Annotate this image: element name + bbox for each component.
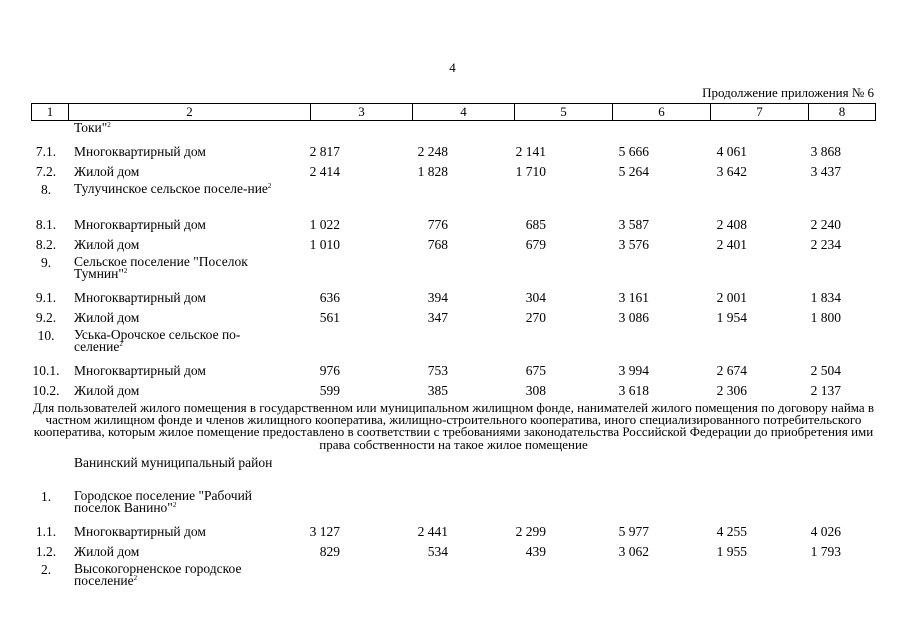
- cell-col-8: 1 834: [810, 290, 841, 305]
- table-row: [0, 307, 905, 327]
- column-header-8: 8: [809, 104, 876, 121]
- column-header-3: 3: [311, 104, 413, 121]
- column-header-2: 2: [69, 104, 311, 121]
- cell-col-7: 3 642: [716, 164, 747, 179]
- cell-col-8: 4 026: [810, 523, 841, 539]
- cell-col-7: 1 955: [716, 543, 747, 559]
- row-number: 2.: [40, 561, 52, 577]
- column-header-1: 1: [32, 104, 69, 121]
- row-number: 7.2.: [35, 164, 57, 179]
- row-name: [74, 329, 284, 353]
- row-name-text: Сельское поселение "Поселок Тумнин": [74, 254, 248, 281]
- row-number: 9.: [40, 255, 52, 270]
- row-number: 7.1.: [35, 144, 57, 159]
- cell-col-3: 2 414: [309, 164, 340, 179]
- row-number: 8.2.: [35, 237, 57, 252]
- footnote-marker: 2: [119, 340, 123, 348]
- cell-col-8: 2 234: [810, 237, 841, 252]
- group-row: [0, 327, 905, 360]
- table-row: [0, 234, 905, 254]
- cell-col-3: 2 817: [309, 144, 340, 159]
- cell-col-7: 4 061: [716, 144, 747, 159]
- cell-col-4: 347: [427, 310, 448, 325]
- column-header-6: 6: [613, 104, 711, 121]
- row-name-text: Уська-Орочское сельское по-селение: [74, 327, 241, 354]
- cell-col-4: 768: [427, 237, 448, 252]
- group-row: [0, 488, 905, 521]
- column-header-7: 7: [711, 104, 809, 121]
- footnote-marker: 2: [133, 573, 138, 582]
- cell-col-5: 439: [525, 543, 546, 559]
- page-number: 4: [449, 60, 456, 75]
- cell-col-4: 776: [427, 217, 448, 232]
- cell-col-6: 5 977: [618, 523, 649, 539]
- cell-col-5: 1 710: [515, 164, 546, 179]
- cell-col-8: 2 240: [810, 217, 841, 232]
- cell-col-5: 304: [525, 290, 546, 305]
- row-number: 10.1.: [32, 363, 60, 378]
- cell-col-6: 3 062: [618, 543, 649, 559]
- footnote-marker: 2: [267, 182, 272, 190]
- row-number: 1.1.: [35, 523, 57, 539]
- cell-col-3: 976: [319, 363, 340, 378]
- row-name: [74, 487, 284, 515]
- table-row: [0, 141, 905, 161]
- row-name-text: Многоквартирный дом: [74, 363, 206, 378]
- row-name-text: Жилой дом: [74, 543, 140, 559]
- cell-col-7: 2 674: [716, 363, 747, 378]
- cell-col-7: 2 001: [716, 290, 747, 305]
- row-name-text: Жилой дом: [74, 237, 140, 252]
- row-name-text: Жилой дом: [74, 310, 140, 325]
- cell-col-8: 1 800: [810, 310, 841, 325]
- row-number: 9.2.: [35, 310, 57, 325]
- table-row: [0, 161, 905, 181]
- cell-col-7: 2 408: [716, 217, 747, 232]
- group-row: [0, 121, 905, 141]
- cell-col-3: 829: [319, 543, 340, 559]
- row-number: 10.2.: [32, 383, 60, 398]
- footnote-marker: 2: [123, 267, 128, 275]
- cell-col-4: 1 828: [417, 164, 448, 179]
- column-header-table: [31, 103, 876, 121]
- footnote-marker: 2: [172, 500, 177, 509]
- row-name: [74, 121, 284, 135]
- cell-col-4: 534: [427, 543, 448, 559]
- table-row: [0, 541, 905, 561]
- cell-col-7: 2 306: [716, 383, 747, 398]
- cell-col-4: 753: [427, 363, 448, 378]
- row-number: 1.: [40, 488, 52, 504]
- row-name-text: Многоквартирный дом: [74, 290, 206, 305]
- cell-col-5: 2 141: [515, 144, 546, 159]
- cell-col-4: 385: [427, 383, 448, 398]
- cell-col-6: 3 086: [618, 310, 649, 325]
- table-row: [0, 380, 905, 400]
- cell-col-5: 675: [525, 363, 546, 378]
- cell-col-8: 2 137: [810, 383, 841, 398]
- cell-col-8: 1 793: [810, 543, 841, 559]
- row-name-text: Жилой дом: [74, 164, 140, 179]
- cell-col-7: 2 401: [716, 237, 747, 252]
- row-name: [74, 560, 284, 588]
- group-row: [0, 181, 905, 214]
- cell-col-5: 679: [525, 237, 546, 252]
- table-row: [0, 287, 905, 307]
- cell-col-3: 561: [319, 310, 340, 325]
- table-row: [0, 214, 905, 234]
- footnote-marker: 2: [107, 121, 111, 129]
- row-name-text: Высокогорненское городское поселение: [74, 560, 242, 588]
- cell-col-4: 394: [427, 290, 448, 305]
- cell-col-6: 3 161: [618, 290, 649, 305]
- cell-col-3: 1 010: [309, 237, 340, 252]
- tariff-table-body: [0, 121, 905, 594]
- cell-col-4: 2 248: [417, 144, 448, 159]
- table-row: [0, 521, 905, 541]
- row-name-text: Городское поселение "Рабочий поселок Ванино": [74, 487, 253, 515]
- tariff-note: Для пользователей жилого помещения в государственном или муниципальном жилищном фонде, нанимателей жилого помещения по договору найма в частном жилищном фонде и членов жилищного кооператива, жилищно-строительного кооператива, иного специализированного потребительского кооператива, которым жилое помещение предоставлено в соответствии с требованиями законодательства Российской Федерации до приобретения ими права собственности на такое жилое помещение: [32, 400, 875, 452]
- cell-col-8: 3 868: [810, 144, 841, 159]
- cell-col-6: 5 666: [618, 144, 649, 159]
- row-name-text: Жилой дом: [74, 383, 140, 398]
- cell-col-8: 3 437: [810, 164, 841, 179]
- row-name: [74, 454, 284, 470]
- row-number: 1.2.: [35, 543, 57, 559]
- cell-col-4: 2 441: [417, 523, 448, 539]
- row-name-text: Тулучинское сельское поселе-ние: [74, 181, 268, 196]
- group-row: [0, 254, 905, 287]
- cell-col-5: 308: [525, 383, 546, 398]
- cell-col-7: 1 954: [716, 310, 747, 325]
- cell-col-5: 685: [525, 217, 546, 232]
- row-name: [74, 183, 284, 195]
- row-name-text: Многоквартирный дом: [74, 217, 206, 232]
- cell-col-6: 3 587: [618, 217, 649, 232]
- row-number: 8.1.: [35, 217, 57, 232]
- cell-col-6: 3 618: [618, 383, 649, 398]
- continuation-label: Продолжение приложения № 6: [702, 85, 874, 100]
- cell-col-6: 3 994: [618, 363, 649, 378]
- row-number: 9.1.: [35, 290, 57, 305]
- cell-col-6: 3 576: [618, 237, 649, 252]
- row-name: [74, 256, 284, 280]
- row-name-text: Ванинский муниципальный район: [74, 454, 273, 470]
- cell-col-6: 5 264: [618, 164, 649, 179]
- table-row: [0, 360, 905, 380]
- cell-col-8: 2 504: [810, 363, 841, 378]
- column-header-4: 4: [413, 104, 515, 121]
- row-number: 8.: [40, 182, 52, 197]
- group-row: [0, 561, 905, 594]
- column-header-5: 5: [515, 104, 613, 121]
- group-row: [0, 455, 905, 488]
- cell-col-3: 3 127: [309, 523, 340, 539]
- cell-col-3: 636: [319, 290, 340, 305]
- cell-col-5: 270: [525, 310, 546, 325]
- cell-col-7: 4 255: [716, 523, 747, 539]
- row-name-text: Многоквартирный дом: [74, 523, 206, 539]
- row-name-text: Многоквартирный дом: [74, 144, 206, 159]
- row-name-text: Токи": [74, 120, 108, 135]
- cell-col-5: 2 299: [515, 523, 546, 539]
- cell-col-3: 1 022: [309, 217, 340, 232]
- row-number: 10.: [37, 328, 55, 343]
- cell-col-3: 599: [319, 383, 340, 398]
